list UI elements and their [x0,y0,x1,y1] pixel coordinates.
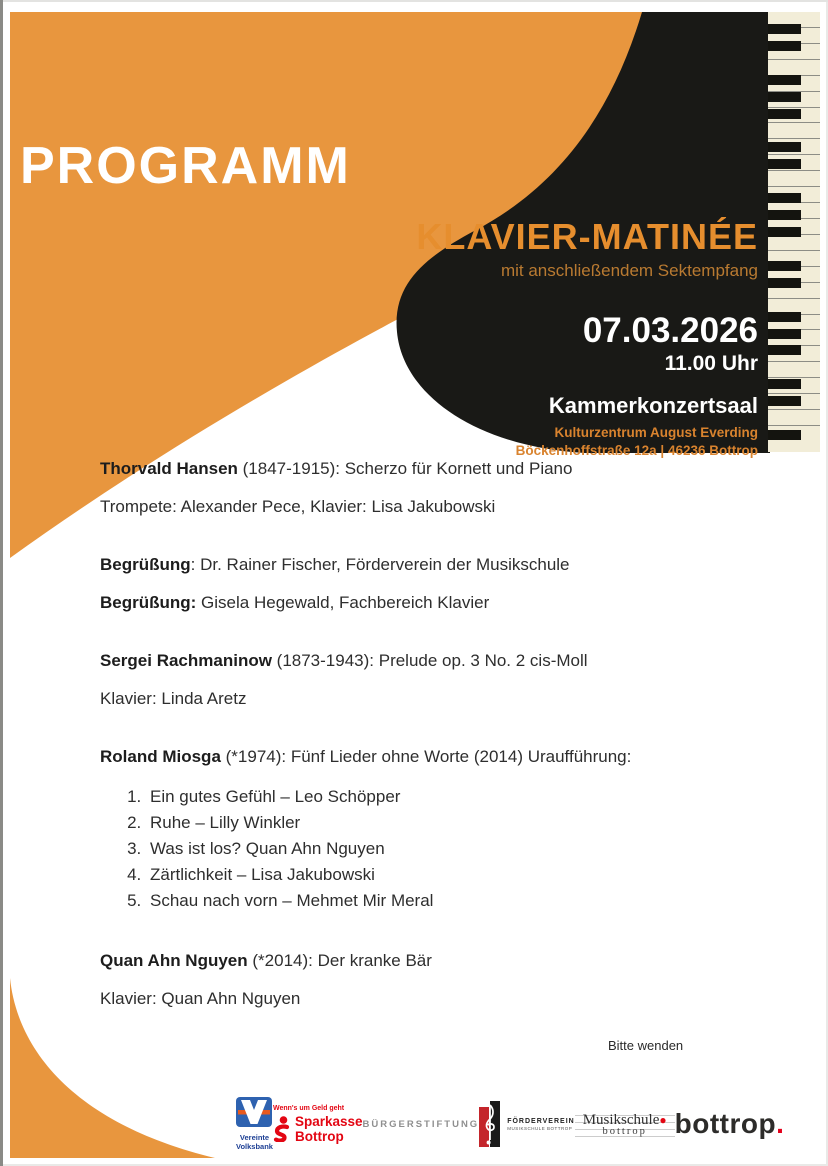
event-header [318,216,758,458]
foerderverein-label: FÖRDERVEREIN [507,1117,575,1125]
black-key [768,159,801,169]
sparkasse-name-line1: Sparkasse [294,1113,363,1129]
black-key [768,92,801,102]
sponsor-volksbank [236,1097,273,1151]
treble-clef-icon [482,1102,498,1147]
program-entry: Trompete: Alexander Pece, Klavier: Lisa Jakubowski [100,497,496,516]
sparkasse-tagline: Wenn's um Geld geht [272,1104,345,1112]
venue-name: Kammerkonzertsaal [548,393,758,418]
sponsor-bottrop [675,1108,785,1140]
program-list [100,458,730,1026]
program-piece-item: 2. Ruhe – Lilly Winkler [146,810,730,836]
black-key [768,210,801,220]
black-key [768,142,801,152]
program-entry: Thorvald Hansen (1847-1915): Scherzo für Kornett und Piano [100,459,573,478]
black-key [768,278,801,288]
bottrop-red-dot-icon: . [776,1108,785,1139]
black-key [768,193,801,203]
black-key [768,430,801,440]
venue-address: Böckenhoffstraße 12a | 46236 Bottrop [515,443,758,458]
volksbank-label-line1: Vereinte [239,1133,270,1142]
black-key [768,261,801,271]
event-time: 11.00 Uhr [664,352,758,375]
musikschule-name: Musikschule [582,1111,660,1128]
program-entry: Klavier: Quan Ahn Nguyen [100,989,301,1008]
program-entry: Roland Miosga (*1974): Fünf Lieder ohne Worte (2014) Uraufführung: [100,747,632,766]
sparkasse-name-line2: Bottrop [294,1128,344,1144]
sponsor-foerderverein [479,1101,575,1148]
program-piece-item: 5. Schau nach vorn – Mehmet Mir Meral [146,888,730,914]
program-entry: Begrüßung: Gisela Hegewald, Fachbereich Klavier [100,593,490,612]
black-key [768,227,801,237]
black-key [768,312,801,322]
program-piece-item: 3. Was ist los? Quan Ahn Nguyen [146,836,730,862]
program-piece-list [100,784,730,914]
white-key [768,171,820,187]
sparkasse-s-icon [273,1116,290,1142]
sponsor-buergerstiftung: BÜRGERSTIFTUNG [362,1118,480,1130]
musikschule-red-dot-icon: ● [659,1112,667,1127]
sponsor-bar [236,1086,784,1162]
venue-building: Kulturzentrum August Everding [554,425,758,440]
program-piece-item: 4. Zärtlichkeit – Lisa Jakubowski [146,862,730,888]
white-key [768,362,820,378]
program-piece-item: 1. Ein gutes Gefühl – Leo Schöpper [146,784,730,810]
turn-page-note: Bitte wenden [608,1038,684,1053]
black-key [768,379,801,389]
foerderverein-sublabel: MUSIKSCHULE BOTTROP [507,1125,573,1131]
event-title: KLAVIER-MATINÉE [416,216,758,257]
black-key [768,75,801,85]
bottrop-wordmark: bottrop [674,1108,777,1139]
piano-keyboard-icon [768,12,820,452]
program-entry: Begrüßung: Dr. Rainer Fischer, Förderverein der Musikschule [100,555,570,574]
white-key [768,123,820,139]
event-date: 07.03.2026 [582,311,758,350]
sponsor-sparkasse [273,1105,363,1144]
sponsor-musikschule [575,1109,675,1140]
event-subtitle: mit anschließendem Sektempfang [500,261,758,280]
page-title: PROGRAMM [20,137,351,195]
program-entry: Sergei Rachmaninow (1873-1943): Prelude op. 3 No. 2 cis-Moll [100,651,588,670]
white-key [768,410,820,426]
white-key [768,60,820,76]
black-key [768,329,801,339]
black-key [768,345,801,355]
musikschule-sublabel: bottrop [602,1125,647,1137]
white-key [768,235,820,251]
black-key [768,24,801,34]
black-key [768,41,801,51]
volksbank-v-icon [236,1097,272,1127]
black-key [768,396,801,406]
program-entry: Klavier: Linda Aretz [100,689,247,708]
program-entry: Quan Ahn Nguyen (*2014): Der kranke Bär [100,951,432,970]
black-key [768,109,801,119]
volksbank-label-line2: Volksbank [236,1141,273,1151]
